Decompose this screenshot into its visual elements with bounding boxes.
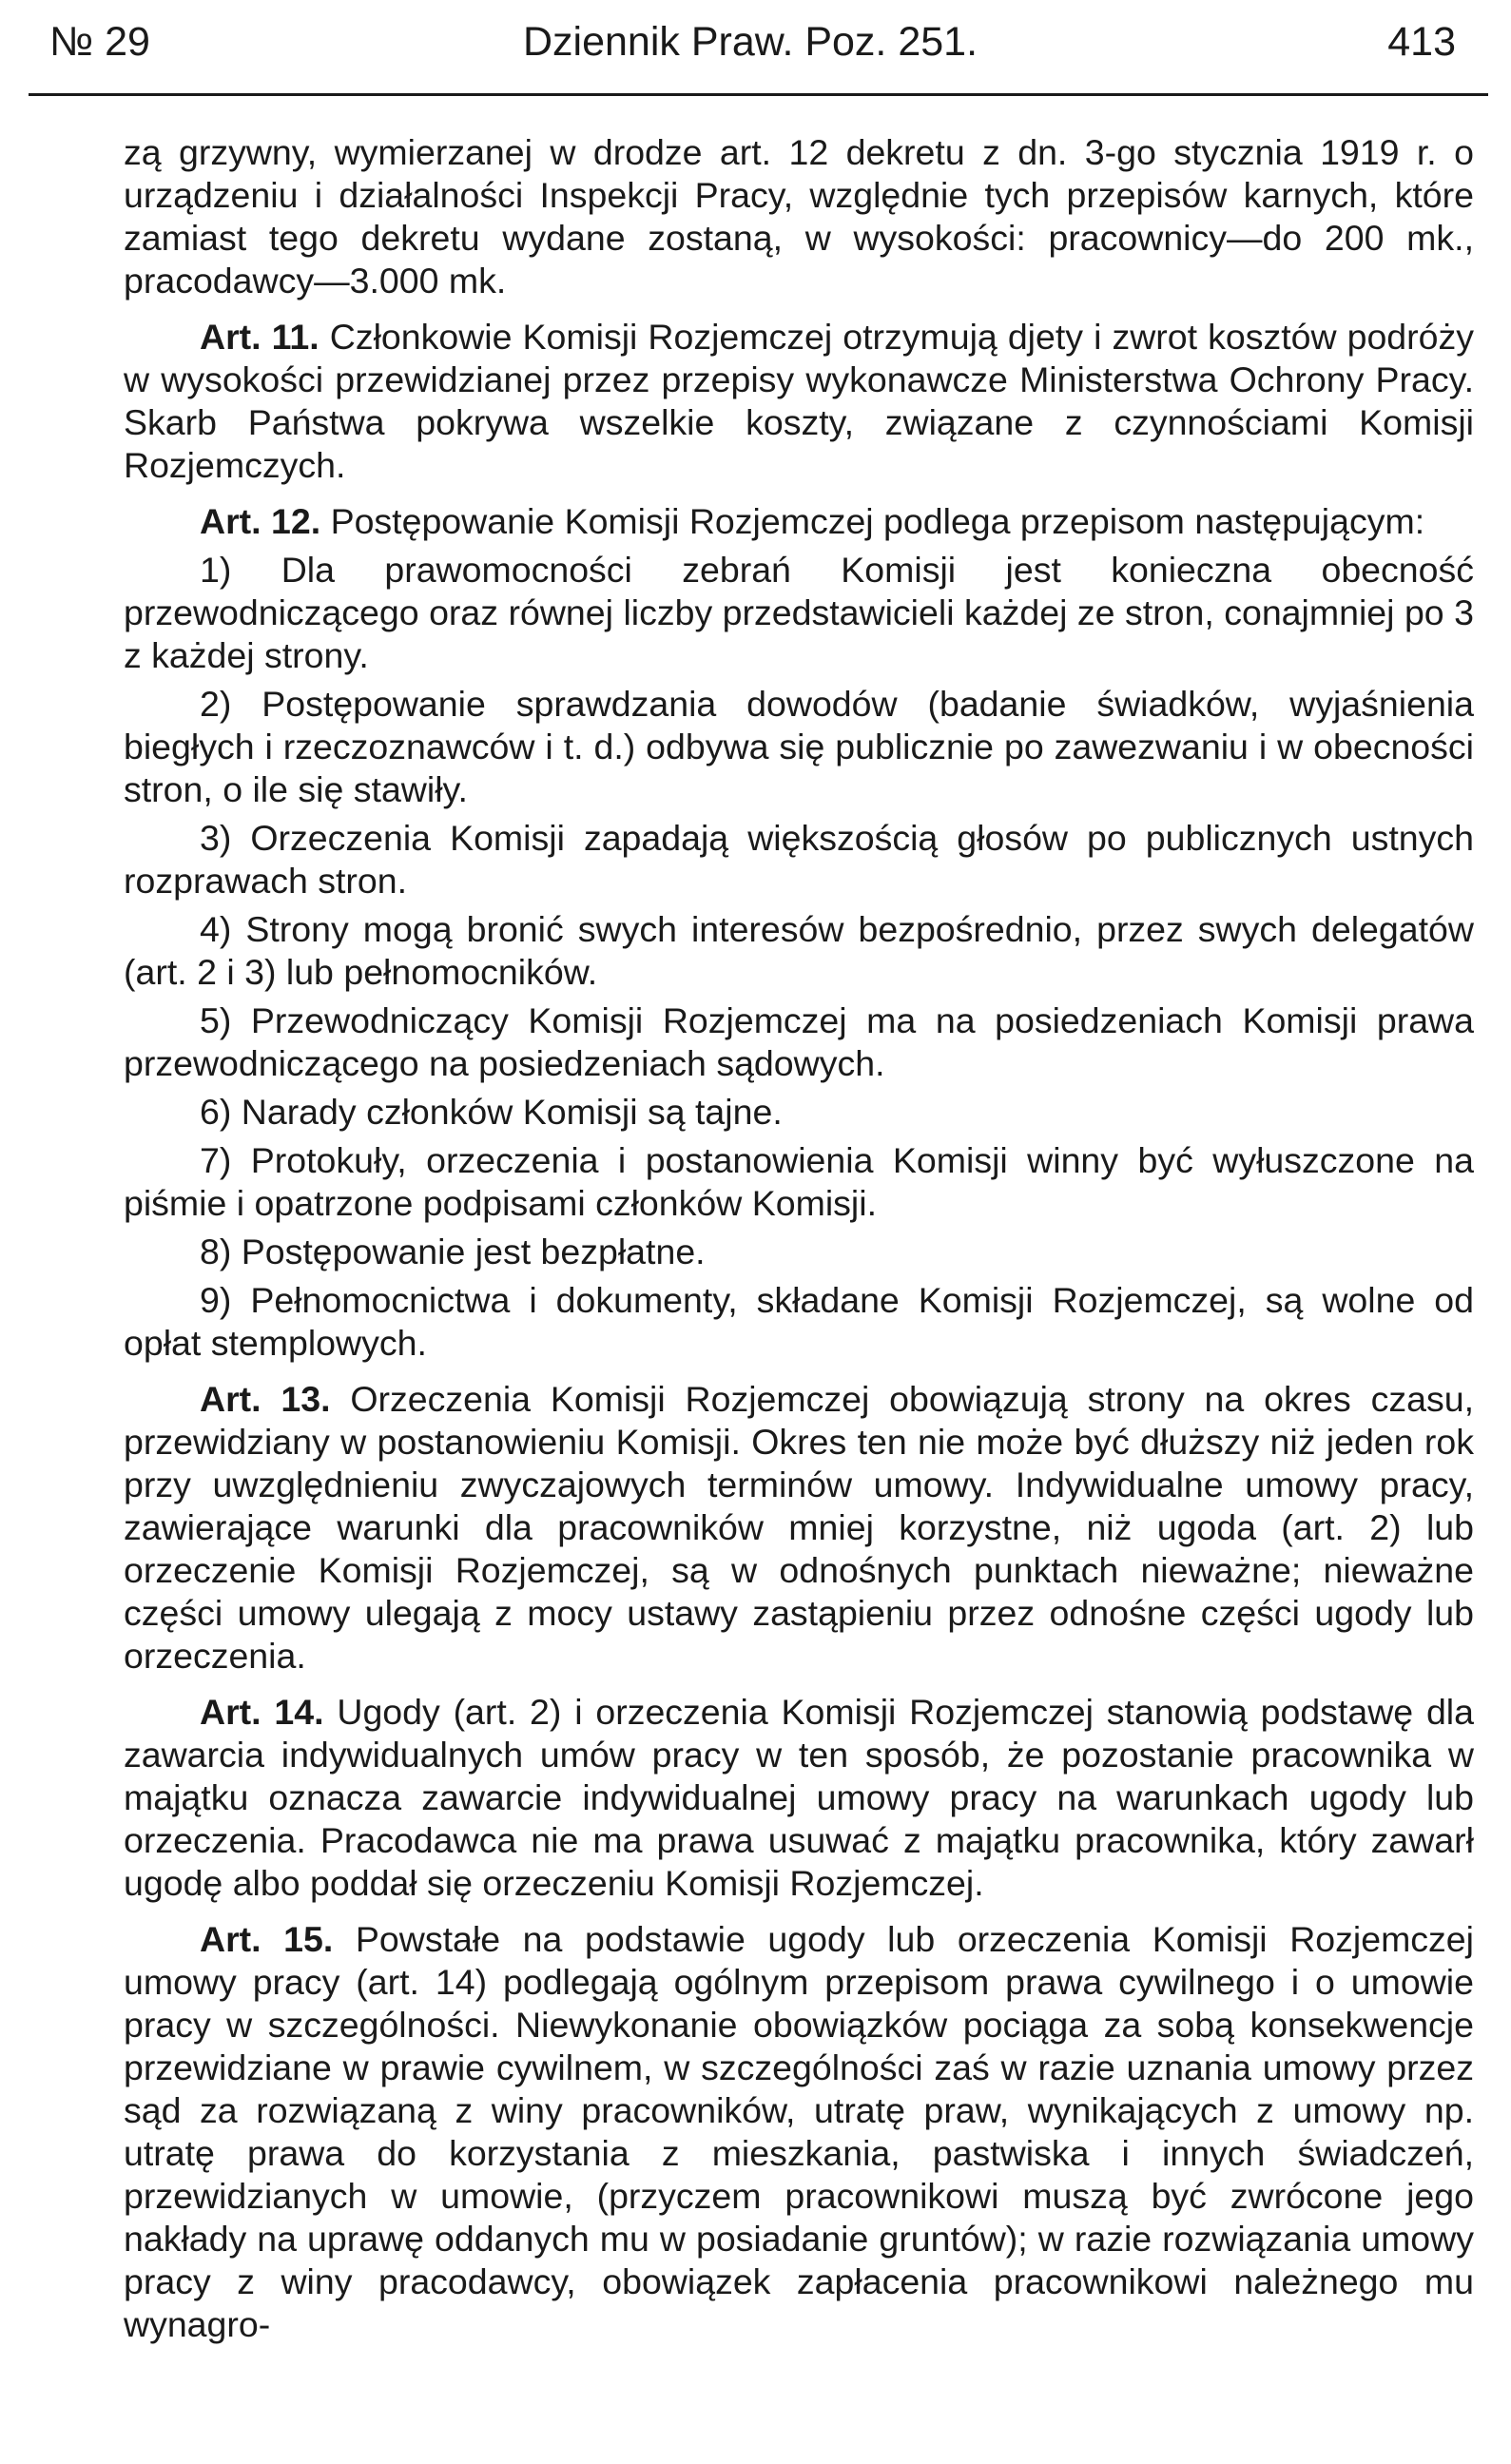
article-label: Art. 15. <box>200 1919 334 1959</box>
intro-paragraph: zą grzywny, wymierzanej w drodze art. 12 dekretu z dn. 3-go stycznia 1919 r. o urządzeniu i działalności Inspekcji Pracy, względnie tych przepisów karnych, które zamiast tego dekretu wydane zostaną, w wysokości: pracownicy—do 200 mk., pracodawcy—3.000 mk. <box>124 132 1474 301</box>
article-label: Art. 14. <box>200 1692 324 1732</box>
article-label: Art. 11. <box>200 317 320 357</box>
list-item: 3) Orzeczenia Komisji zapadają większością głosów po publicznych ustnych rozprawach stron. <box>124 818 1474 901</box>
article-label: Art. 12. <box>200 501 321 541</box>
article-15 <box>124 1918 1474 2346</box>
article-text: Powstałe na podstawie ugody lub orzeczenia Komisji Rozjemczej umowy pracy (art. 14) podlegają ogólnym przepisom prawa cywilnego i o umowie pracy w szczególności. Niewykonanie obowiązków pociąga za sobą konsekwencje przewidziane w prawie cywilnem, w szczególności zaś w razie uznania umowy przez sąd za rozwiązaną z winy pracowników, utratę praw, wynikających z umowy np. utratę prawa do korzystania z mieszkania, pastwiska i innych świadczeń, przewidzianych w umowie, (przyczem pracownikowi muszą być zwrócone jego nakłady na uprawę oddanych mu w posiadanie gruntów); w razie rozwiązania umowy pracy z winy pracodawcy, obowiązek zapłacenia pracownikowi należnego mu wynagro- <box>124 1919 1474 2344</box>
issue-number: № 29 <box>49 19 150 65</box>
article-text: Ugody (art. 2) i orzeczenia Komisji Rozjemczej stanowią podstawę dla zawarcia indywidualnych umów pracy w ten sposób, że pozostanie pracownika w majątku oznacza zawarcie indywidualnej umowy pracy na warunkach ugody lub orzeczenia. Pracodawca nie ma prawa usuwać z majątku pracownika, który zawarł ugodę albo poddał się orzeczeniu Komisji Rozjemczej. <box>124 1692 1474 1903</box>
article-11 <box>124 316 1474 487</box>
list-item: 7) Protokuły, orzeczenia i postanowienia Komisji winny być wyłuszczone na piśmie i opatrzone podpisami członków Komisji. <box>124 1140 1474 1223</box>
article-14 <box>124 1691 1474 1905</box>
list-item: 9) Pełnomocnictwa i dokumenty, składane Komisji Rozjemczej, są wolne od opłat stemplowych. <box>124 1280 1474 1363</box>
list-item: 5) Przewodniczący Komisji Rozjemczej ma na posiedzeniach Komisji prawa przewodniczącego na posiedzeniach sądowych. <box>124 1000 1474 1083</box>
journal-title: Dziennik Praw. Poz. 251. <box>523 19 978 65</box>
list-item: 2) Postępowanie sprawdzania dowodów (badanie świadków, wyjaśnienia biegłych i rzeczoznawców i t. d.) odbywa się publicznie po zawezwaniu i w obecności stron, o ile się stawiły. <box>124 684 1474 809</box>
article-text: Orzeczenia Komisji Rozjemczej obowiązują strony na okres czasu, przewidziany w postanowieniu Komisji. Okres ten nie może być dłuższy niż jeden rok przy uwzględnieniu zwyczajowych terminów umowy. Indywidualne umowy pracy, zawierające warunki dla pracowników mniej korzystne, niż ugoda (art. 2) lub orzeczenie Komisji Rozjemczej, są w odnośnych punktach nieważne; nieważne części umowy ulegają z mocy ustawy zastąpieniu przez odnośne części ugody lub orzeczenia. <box>124 1379 1474 1676</box>
page-header <box>29 13 1488 70</box>
list-item: 6) Narady członków Komisji są tajne. <box>200 1092 783 1132</box>
article-12 <box>124 500 1474 543</box>
article-13 <box>124 1378 1474 1678</box>
list-item: 4) Strony mogą bronić swych interesów bezpośrednio, przez swych delegatów (art. 2 i 3) lub pełnomocników. <box>124 909 1474 992</box>
document-body <box>124 131 1474 2346</box>
page-number: 413 <box>1387 19 1456 65</box>
article-label: Art. 13. <box>200 1379 331 1419</box>
article-text: Postępowanie Komisji Rozjemczej podlega przepisom następującym: <box>330 501 1425 541</box>
article-text: Członkowie Komisji Rozjemczej otrzymują djety i zwrot kosztów podróży w wysokości przewidzianej przez przepisy wykonawcze Ministerstwa Ochrony Pracy. Skarb Państwa pokrywa wszelkie koszty, związane z czynnościami Komisji Rozjemczych. <box>124 317 1474 485</box>
list-item: 1) Dla prawomocności zebrań Komisji jest konieczna obecność przewodniczącego oraz równej liczby przedstawicieli każdej ze stron, conajmniej po 3 z każdej strony. <box>124 550 1474 675</box>
header-rule <box>29 93 1488 96</box>
list-item: 8) Postępowanie jest bezpłatne. <box>200 1232 706 1271</box>
